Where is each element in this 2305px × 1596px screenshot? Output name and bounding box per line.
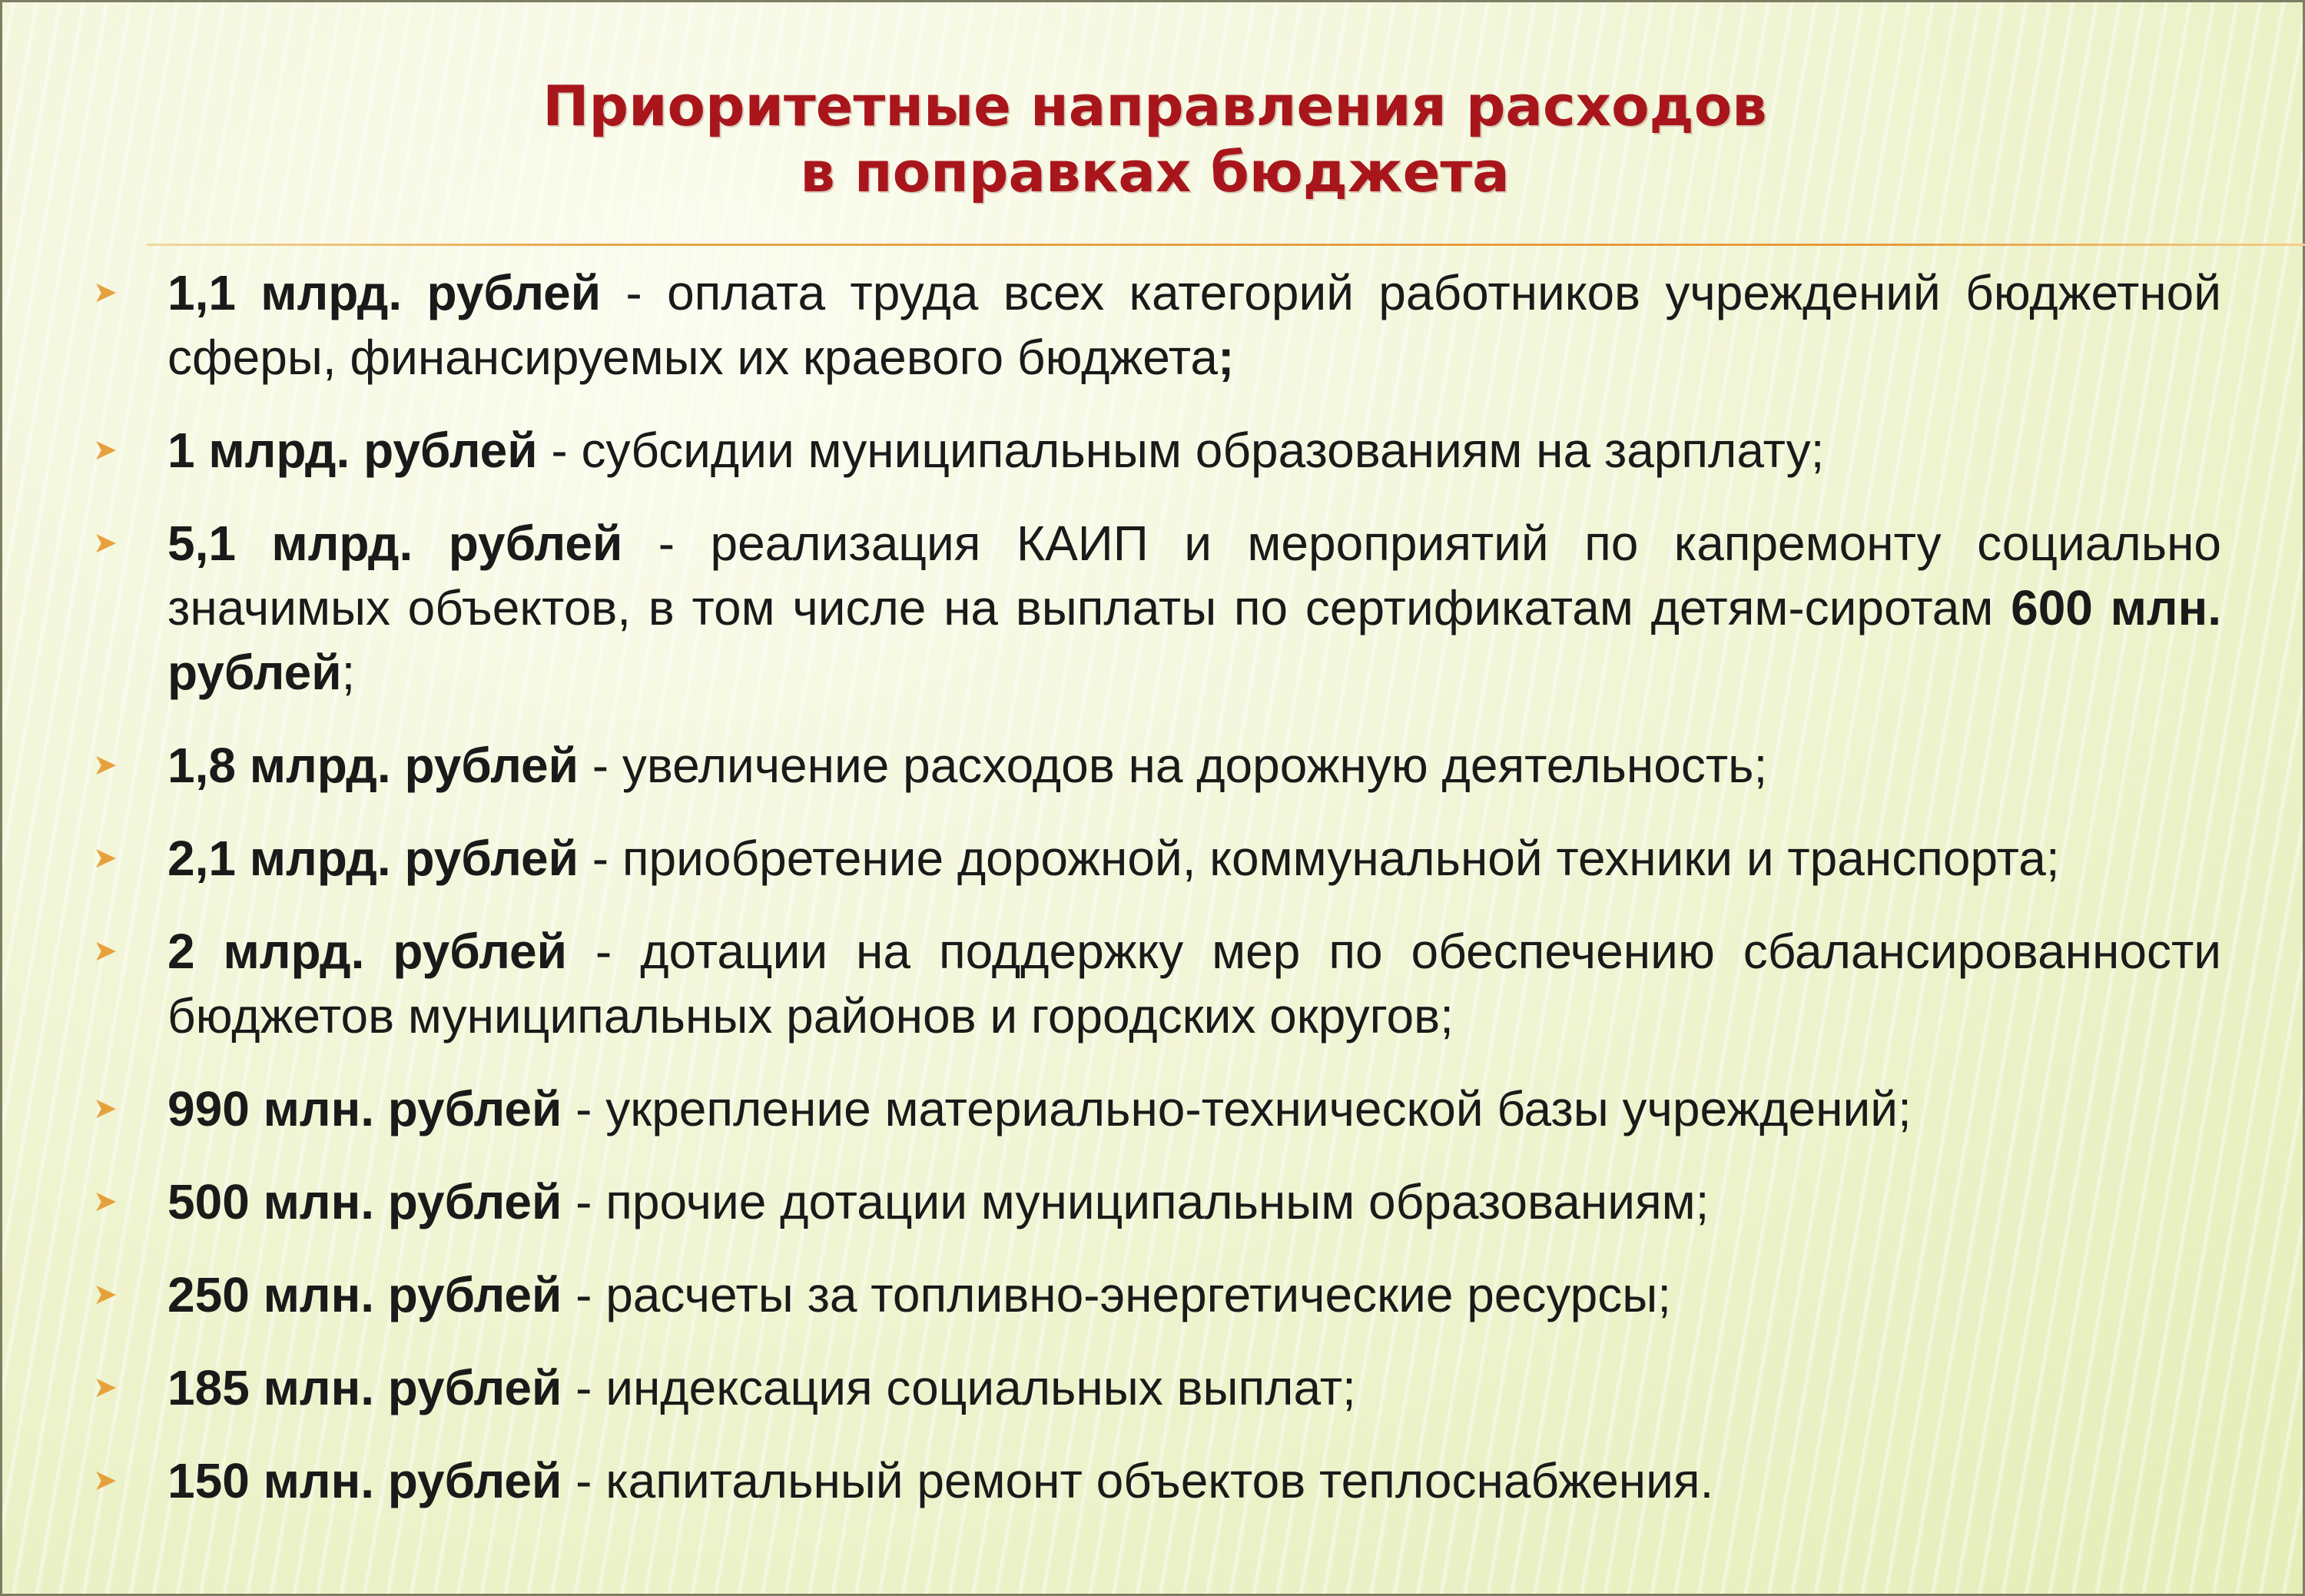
item-text: - оплата труда всех категорий работников учреждений бюджетной сферы, финансируемых их краевого бюджета xyxy=(167,265,2222,385)
page-title xyxy=(2,73,2305,205)
chevron-right-icon: ➤ xyxy=(93,749,118,781)
item-amount: 185 млн. рублей xyxy=(167,1360,562,1415)
item-text: - увеличение расходов на дорожную деятельность; xyxy=(578,738,1768,793)
item-text: - расчеты за топливно-энергетические ресурсы; xyxy=(562,1267,1672,1322)
chevron-right-icon: ➤ xyxy=(93,1093,118,1125)
title-line-1: Приоритетные направления расходов xyxy=(542,74,1767,138)
list-item xyxy=(93,826,2221,891)
list-item xyxy=(93,733,2221,798)
chevron-right-icon: ➤ xyxy=(93,527,118,559)
item-text: - приобретение дорожной, коммунальной техники и транспорта; xyxy=(578,831,2060,886)
item-amount: 2 млрд. рублей xyxy=(167,924,567,979)
item-text: - реализация КАИП и мероприятий по капремонту социально значимых объектов, в том числе на выплаты по сертификатам детям-сиротам xyxy=(167,516,2222,635)
item-amount: 2,1 млрд. рублей xyxy=(167,831,579,886)
chevron-right-icon: ➤ xyxy=(93,1279,118,1311)
chevron-right-icon: ➤ xyxy=(93,1465,118,1497)
item-amount: 500 млн. рублей xyxy=(167,1174,562,1229)
item-text: - дотации на поддержку мер по обеспечению сбалансированности бюджетов муниципальных районов и городских округов; xyxy=(167,924,2222,1044)
item-text: - прочие дотации муниципальным образованиям; xyxy=(562,1174,1710,1229)
title-divider xyxy=(147,244,2305,246)
list-item xyxy=(93,1448,2221,1513)
expense-list xyxy=(93,260,2221,1541)
item-amount: 1,1 млрд. рублей xyxy=(167,265,602,320)
item-text: - индексация социальных выплат; xyxy=(562,1360,1356,1415)
list-item xyxy=(93,1170,2221,1234)
item-text: - укрепление материально-технической базы учреждений; xyxy=(562,1081,1912,1136)
item-amount: 990 млн. рублей xyxy=(167,1081,562,1136)
chevron-right-icon: ➤ xyxy=(93,434,118,466)
list-item xyxy=(93,919,2221,1048)
list-item xyxy=(93,1077,2221,1141)
title-line-2: в поправках бюджета xyxy=(800,140,1510,204)
item-amount: 250 млн. рублей xyxy=(167,1267,562,1322)
list-item xyxy=(93,511,2221,705)
item-extra-text: ; xyxy=(341,645,356,700)
chevron-right-icon: ➤ xyxy=(93,277,118,309)
item-tail: ; xyxy=(1217,330,1235,385)
chevron-right-icon: ➤ xyxy=(93,1372,118,1404)
list-item xyxy=(93,1263,2221,1327)
item-text: - субсидии муниципальным образованиям на зарплату; xyxy=(537,423,1825,478)
chevron-right-icon: ➤ xyxy=(93,935,118,967)
chevron-right-icon: ➤ xyxy=(93,1186,118,1218)
item-amount: 150 млн. рублей xyxy=(167,1453,562,1508)
item-text: - капитальный ремонт объектов теплоснабжения. xyxy=(562,1453,1714,1508)
item-amount: 5,1 млрд. рублей xyxy=(167,516,623,571)
list-item xyxy=(93,418,2221,483)
item-extra-amount: 600 млн. рублей xyxy=(167,580,2222,700)
list-item xyxy=(93,1355,2221,1420)
item-amount: 1 млрд. рублей xyxy=(167,423,538,478)
list-item xyxy=(93,260,2221,390)
chevron-right-icon: ➤ xyxy=(93,842,118,874)
item-amount: 1,8 млрд. рублей xyxy=(167,738,579,793)
